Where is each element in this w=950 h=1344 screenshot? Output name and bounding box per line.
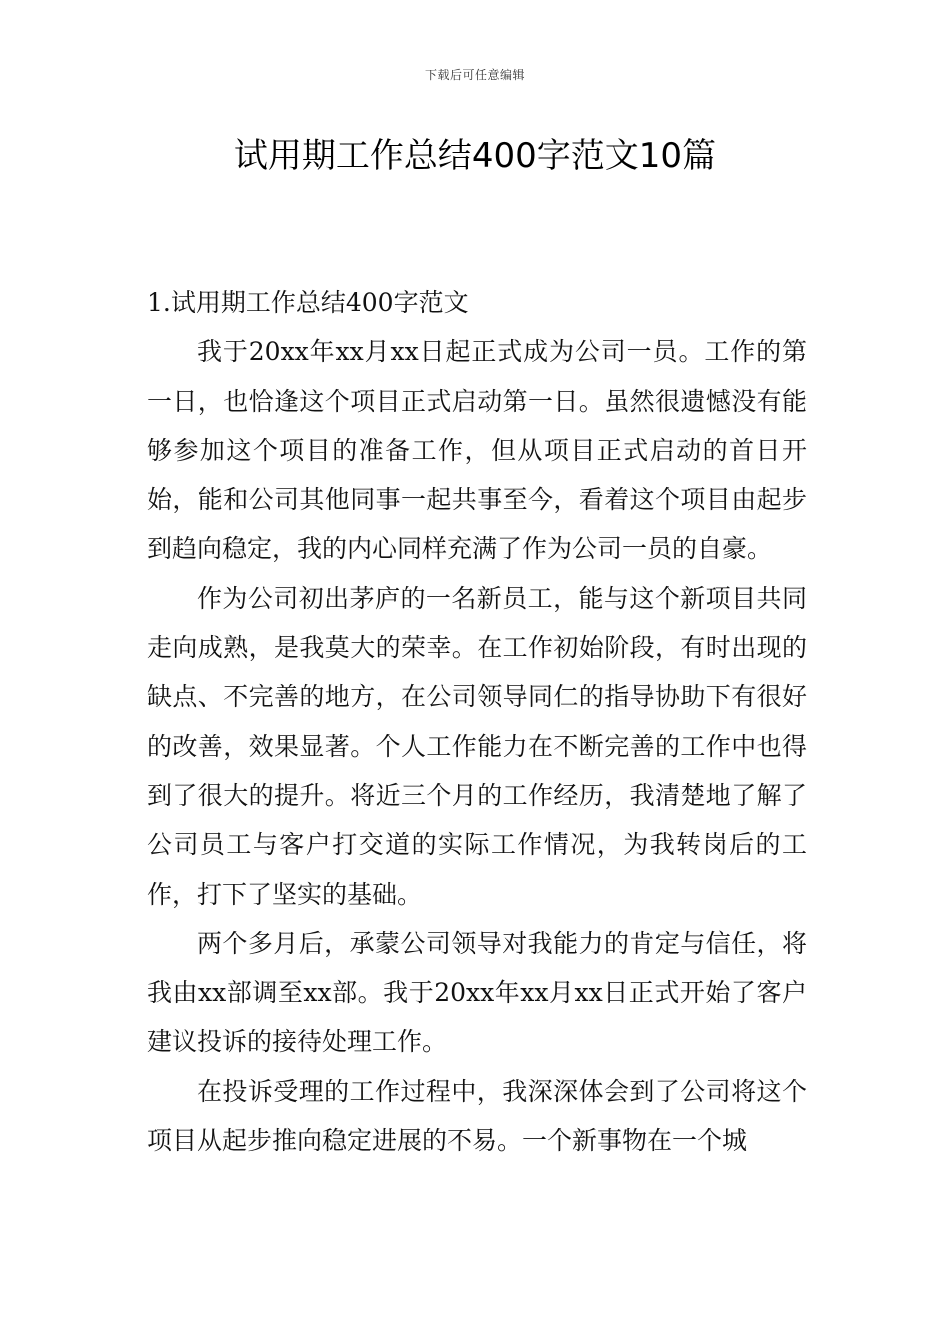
document-title: 试用期工作总结400字范文10篇 <box>233 136 717 176</box>
document-body <box>147 278 807 1165</box>
paragraph-4: 在投诉受理的工作过程中，我深深体会到了公司将这个项目从起步推向稳定进展的不易。一个新事物在一个城 <box>147 1076 807 1156</box>
section-heading: 1.试用期工作总结400字范文 <box>147 288 469 317</box>
paragraph-2: 作为公司初出茅庐的一名新员工，能与这个新项目共同走向成熟，是我莫大的荣幸。在工作初始阶段，有时出现的缺点、不完善的地方，在公司领导同仁的指导协助下有很好的改善，效果显著。个人工作能力在不断完善的工作中也得到了很大的提升。将近三个月的工作经历，我清楚地了解了公司员工与客户打交道的实际工作情况，为我转岗后的工作，打下了坚实的基础。 <box>147 583 807 909</box>
header-note: 下载后可任意编辑 <box>424 68 525 82</box>
paragraph-1: 我于20xx年xx月xx日起正式成为公司一员。工作的第一日，也恰逢这个项目正式启动第一日。虽然很遗憾没有能够参加这个项目的准备工作，但从项目正式启动的首日开始，能和公司其他同事一起共事至今，看着这个项目由起步到趋向稳定，我的内心同样充满了作为公司一员的自豪。 <box>147 337 807 564</box>
paragraph-3: 两个多月后，承蒙公司领导对我能力的肯定与信任，将我由xx部调至xx部。我于20xx年xx月xx日正式开始了客户建议投诉的接待处理工作。 <box>147 928 807 1057</box>
